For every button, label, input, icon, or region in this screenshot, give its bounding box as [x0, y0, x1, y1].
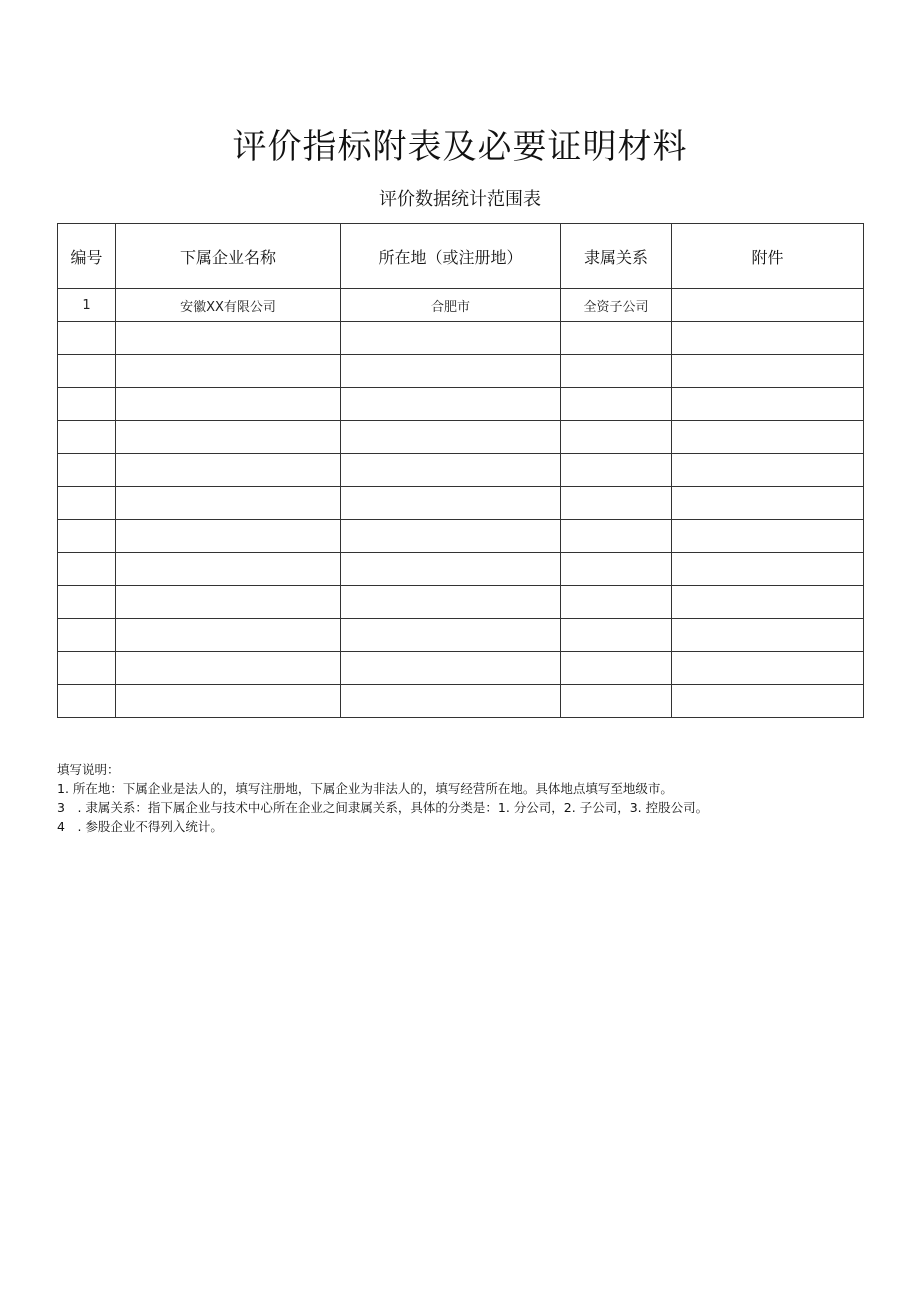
- cell-number: [58, 520, 116, 553]
- col-header-affiliation: 隶属关系: [561, 224, 672, 289]
- cell-subsidiary-name: [116, 553, 341, 586]
- cell-attachment: [672, 289, 864, 322]
- cell-number: [58, 355, 116, 388]
- col-header-number: 编号: [58, 224, 116, 289]
- cell-affiliation: 全资子公司: [561, 289, 672, 322]
- table-row: [58, 520, 864, 553]
- cell-subsidiary-name: [116, 421, 341, 454]
- table-row: [58, 322, 864, 355]
- cell-attachment: [672, 487, 864, 520]
- table-title: 评价数据统计范围表: [379, 189, 541, 210]
- col-header-location: 所在地（或注册地）: [341, 224, 561, 289]
- statistics-scope-table: [57, 223, 864, 718]
- cell-location: [341, 487, 561, 520]
- cell-attachment: [672, 520, 864, 553]
- cell-attachment: [672, 619, 864, 652]
- cell-number: [58, 619, 116, 652]
- cell-location: [341, 421, 561, 454]
- cell-subsidiary-name: [116, 619, 341, 652]
- cell-affiliation: [561, 652, 672, 685]
- table-row: [58, 388, 864, 421]
- col-header-subsidiary-name: 下属企业名称: [116, 224, 341, 289]
- cell-location: [341, 454, 561, 487]
- table-row: [58, 289, 864, 322]
- cell-attachment: [672, 322, 864, 355]
- cell-number: [58, 487, 116, 520]
- cell-affiliation: [561, 454, 672, 487]
- cell-subsidiary-name: [116, 520, 341, 553]
- instructions-heading: 填写说明：: [57, 762, 120, 777]
- table-row: [58, 454, 864, 487]
- cell-location: [341, 685, 561, 718]
- col-header-attachment: 附件: [672, 224, 864, 289]
- cell-attachment: [672, 388, 864, 421]
- cell-subsidiary-name: [116, 652, 341, 685]
- cell-location: [341, 322, 561, 355]
- instruction-item: 1. 所在地：下属企业是法人的，填写注册地，下属企业为非法人的，填写经营所在地。具体地点填写至地级市。: [57, 781, 673, 796]
- cell-location: [341, 619, 561, 652]
- cell-attachment: [672, 652, 864, 685]
- cell-attachment: [672, 586, 864, 619]
- cell-number: [58, 553, 116, 586]
- cell-affiliation: [561, 520, 672, 553]
- cell-location: [341, 553, 561, 586]
- cell-location: [341, 586, 561, 619]
- cell-number: [58, 586, 116, 619]
- cell-location: [341, 652, 561, 685]
- cell-affiliation: [561, 355, 672, 388]
- cell-number: [58, 322, 116, 355]
- cell-number: [58, 454, 116, 487]
- cell-attachment: [672, 355, 864, 388]
- table-row: [58, 619, 864, 652]
- cell-subsidiary-name: [116, 586, 341, 619]
- cell-location: [341, 355, 561, 388]
- cell-number: [58, 421, 116, 454]
- cell-attachment: [672, 553, 864, 586]
- cell-subsidiary-name: [116, 388, 341, 421]
- cell-subsidiary-name: 安徽XX有限公司: [116, 289, 341, 322]
- table-row: [58, 586, 864, 619]
- cell-affiliation: [561, 421, 672, 454]
- cell-subsidiary-name: [116, 322, 341, 355]
- cell-subsidiary-name: [116, 685, 341, 718]
- instruction-item: 4 . 参股企业不得列入统计。: [57, 819, 223, 834]
- table-row: [58, 685, 864, 718]
- table-row: [58, 421, 864, 454]
- table-row: [58, 652, 864, 685]
- cell-affiliation: [561, 586, 672, 619]
- cell-affiliation: [561, 487, 672, 520]
- cell-affiliation: [561, 619, 672, 652]
- page-title: 评价指标附表及必要证明材料: [232, 127, 688, 167]
- cell-attachment: [672, 685, 864, 718]
- cell-location: [341, 388, 561, 421]
- table-header-row: [58, 224, 864, 289]
- fill-instructions: [57, 760, 863, 836]
- cell-affiliation: [561, 322, 672, 355]
- cell-affiliation: [561, 388, 672, 421]
- cell-attachment: [672, 421, 864, 454]
- instruction-item: 3 . 隶属关系：指下属企业与技术中心所在企业之间隶属关系，具体的分类是：1. 分公司，2. 子公司，3. 控股公司。: [57, 800, 709, 815]
- cell-number: [58, 388, 116, 421]
- cell-location: 合肥市: [341, 289, 561, 322]
- cell-subsidiary-name: [116, 355, 341, 388]
- cell-location: [341, 520, 561, 553]
- cell-subsidiary-name: [116, 454, 341, 487]
- cell-affiliation: [561, 553, 672, 586]
- cell-subsidiary-name: [116, 487, 341, 520]
- table-row: [58, 355, 864, 388]
- table-row: [58, 487, 864, 520]
- table-row: [58, 553, 864, 586]
- cell-number: 1: [58, 289, 116, 322]
- cell-number: [58, 685, 116, 718]
- cell-affiliation: [561, 685, 672, 718]
- cell-number: [58, 652, 116, 685]
- cell-attachment: [672, 454, 864, 487]
